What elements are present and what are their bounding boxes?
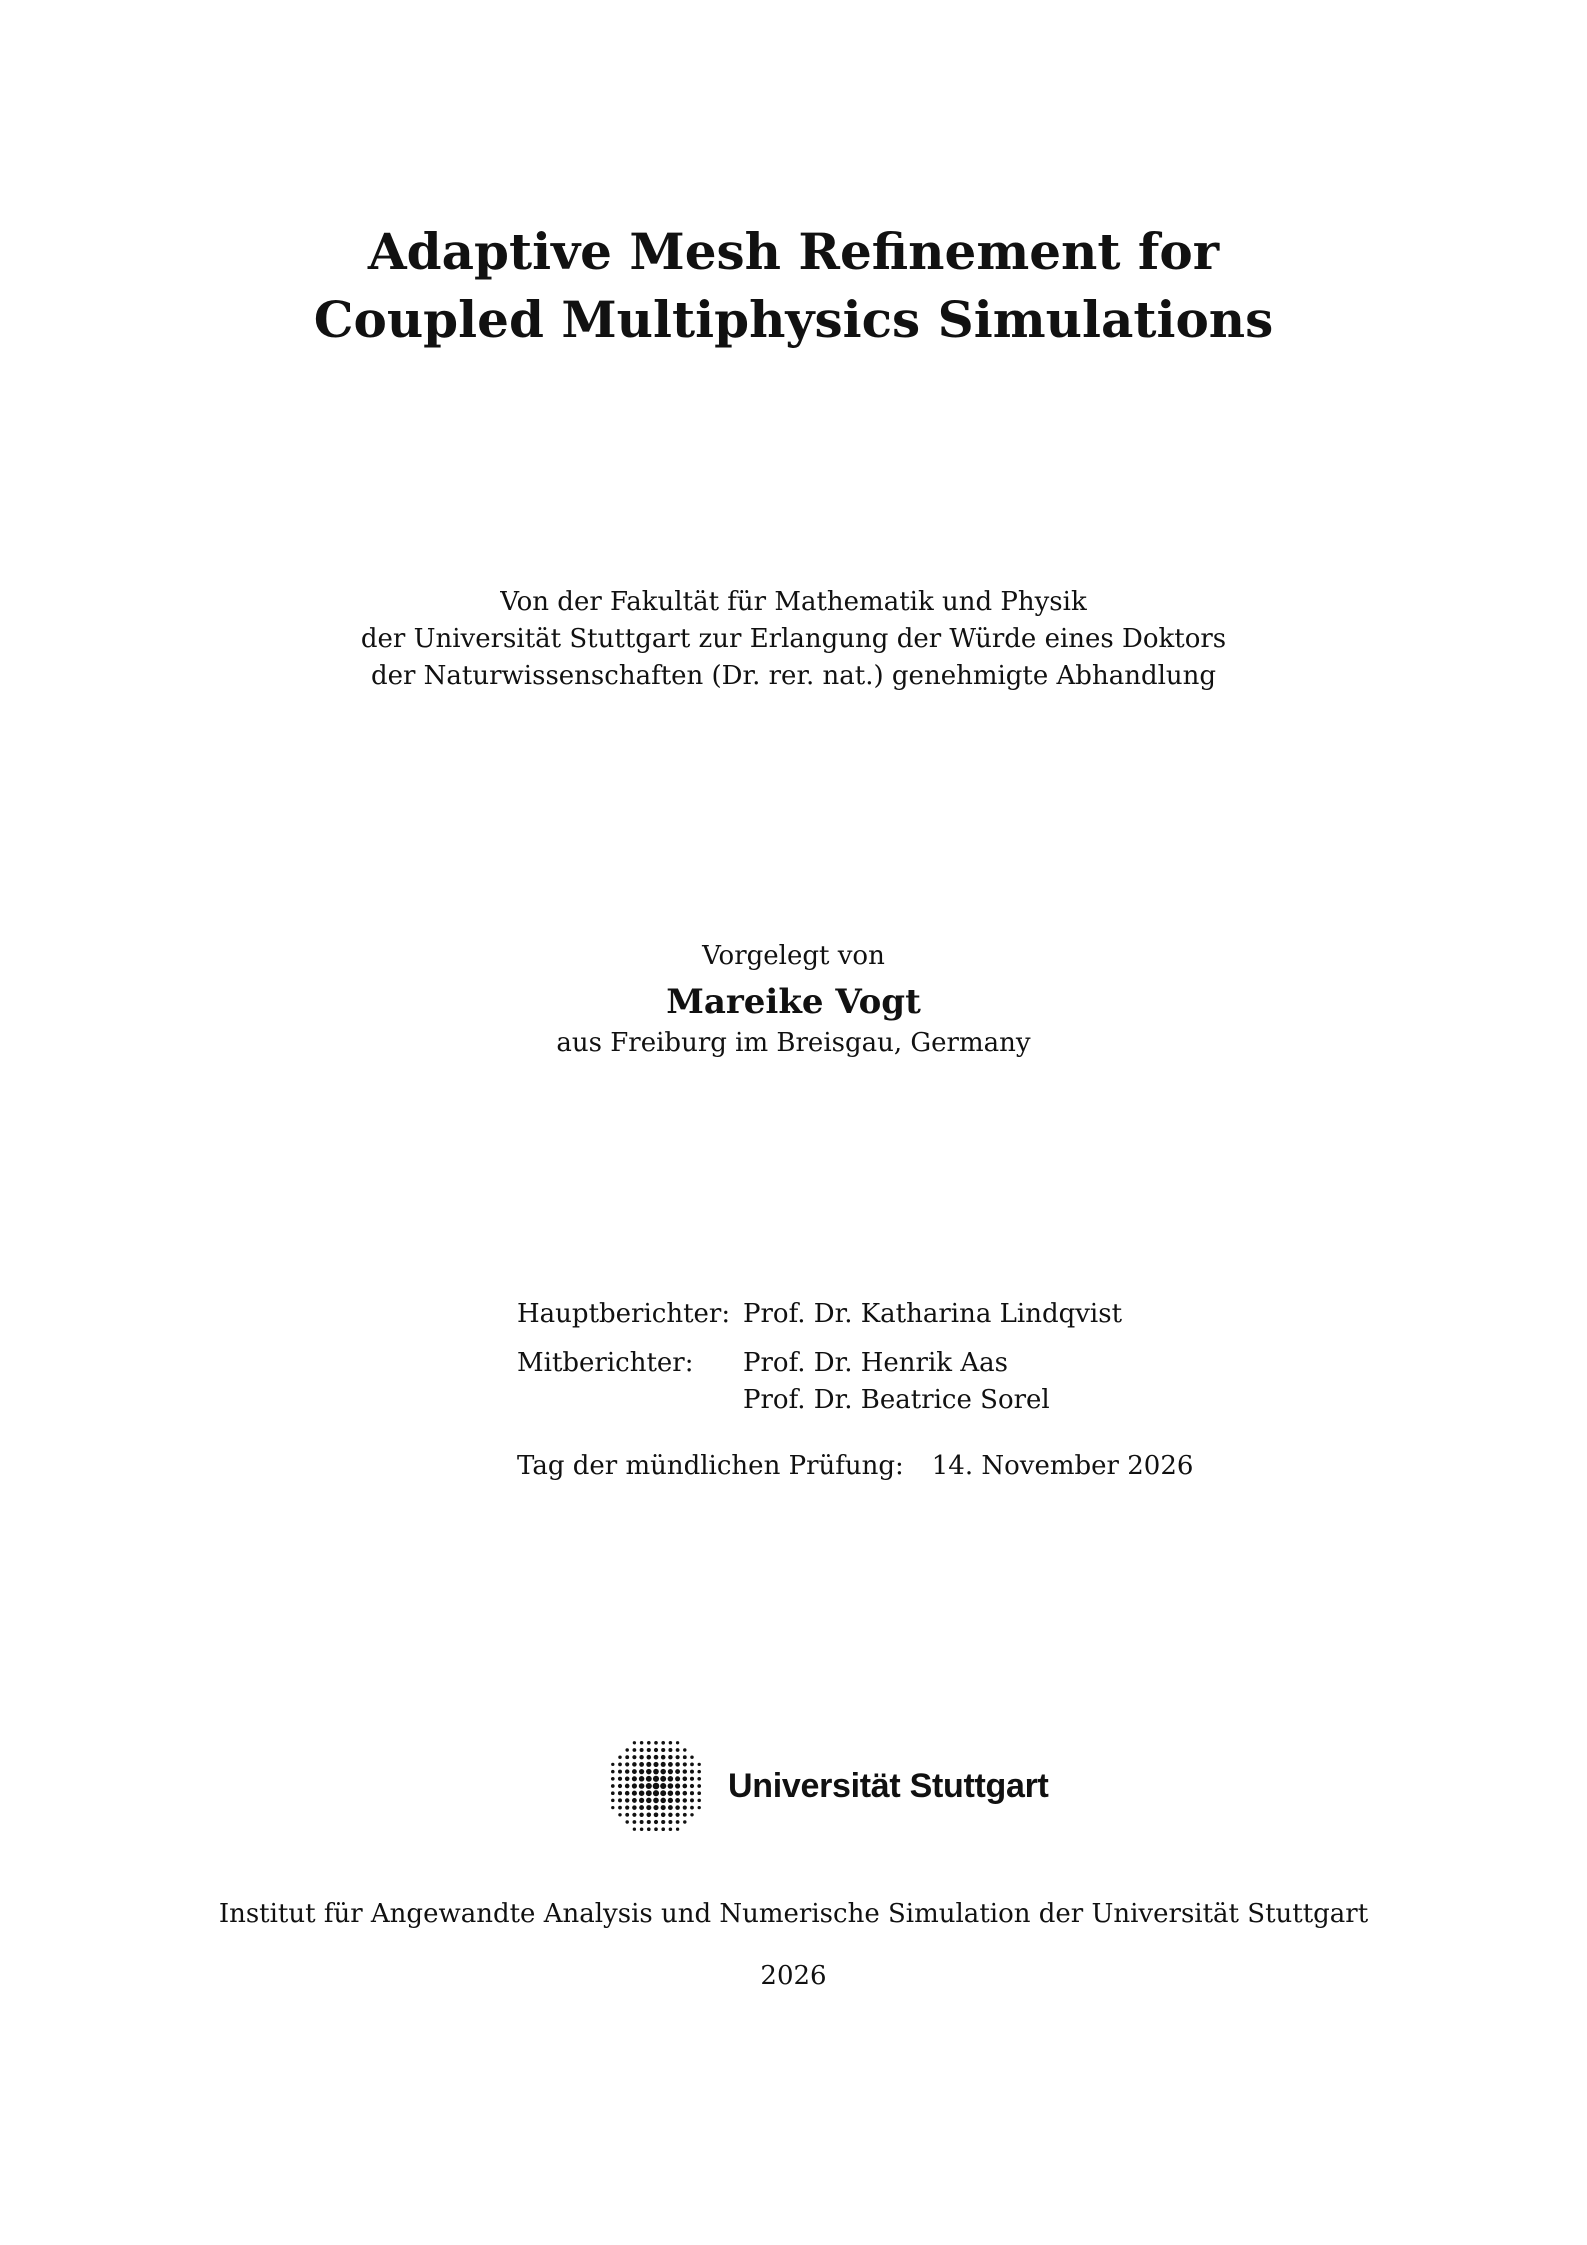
university-logo bbox=[604, 1734, 1049, 1838]
co-examiner-row-2 bbox=[517, 1382, 1122, 1419]
faculty-statement-line-1: Von der Fakultät für Mathematik und Physik bbox=[500, 587, 1087, 617]
co-examiner-name-2: Prof. Dr. Beatrice Sorel bbox=[743, 1385, 1050, 1415]
author-name: Mareike Vogt bbox=[666, 982, 921, 1022]
co-examiner-name-1: Prof. Dr. Henrik Aas bbox=[743, 1348, 1008, 1378]
faculty-statement-line-2: der Universität Stuttgart zur Erlangung der Würde eines Doktors bbox=[360, 624, 1227, 654]
co-examiner-row bbox=[517, 1345, 1122, 1382]
faculty-statement-line-3: der Naturwissenschaften (Dr. rer. nat.) genehmigte Abhandlung bbox=[370, 661, 1217, 691]
thesis-title-line-2: Coupled Multiphysics Simulations bbox=[313, 290, 1274, 349]
institute-name: Institut für Angewandte Analysis und Numerische Simulation der Universität Stuttgart bbox=[218, 1899, 1369, 1929]
oral-exam-label: Tag der mündlichen Prüfung: bbox=[517, 1451, 904, 1481]
thesis-title bbox=[0, 218, 1587, 354]
thesis-year: 2026 bbox=[760, 1961, 827, 1991]
university-logo-text: Universität Stuttgart bbox=[728, 1766, 1049, 1805]
main-examiner-name: Prof. Dr. Katharina Lindqvist bbox=[743, 1299, 1123, 1329]
examiners-block bbox=[517, 1296, 1122, 1419]
submission-block bbox=[0, 938, 1587, 1062]
co-examiner-label: Mitberichter: bbox=[517, 1348, 694, 1378]
author-origin: aus Freiburg im Breisgau, Germany bbox=[556, 1028, 1031, 1058]
faculty-statement bbox=[0, 584, 1587, 695]
submitted-by-label: Vorgelegt von bbox=[702, 941, 885, 971]
main-examiner-row bbox=[517, 1296, 1122, 1333]
oral-exam-date-value: 14. November 2026 bbox=[931, 1451, 1194, 1481]
thesis-title-line-1: Adaptive Mesh Refinement for bbox=[367, 222, 1220, 281]
university-dot-logo-icon bbox=[604, 1734, 708, 1838]
main-examiner-label: Hauptberichter: bbox=[517, 1299, 731, 1329]
oral-exam-date bbox=[517, 1448, 1193, 1485]
